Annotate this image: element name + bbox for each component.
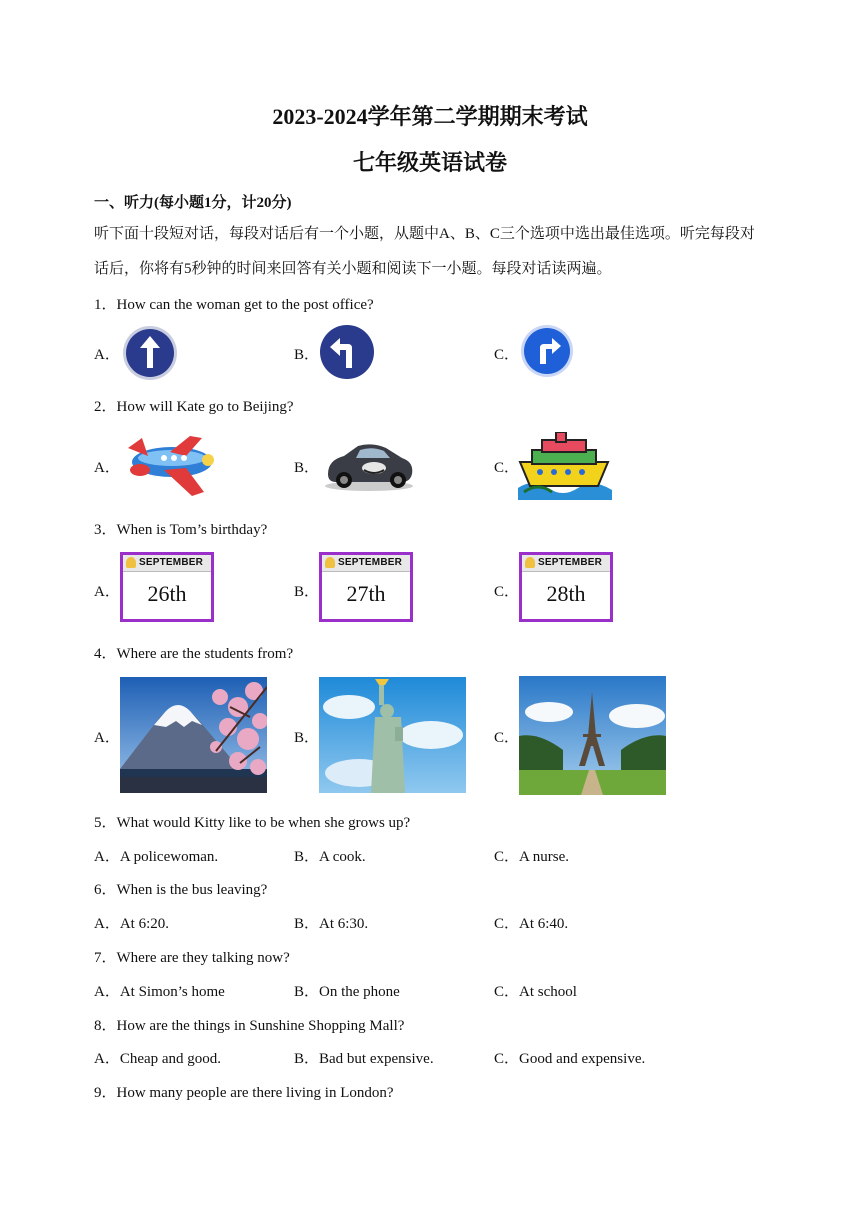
turn-left-sign-icon bbox=[318, 324, 376, 380]
option-b[interactable]: B．A cook. bbox=[294, 849, 366, 865]
flower-icon bbox=[525, 557, 535, 568]
option-a[interactable]: A．A policewoman. bbox=[94, 849, 219, 865]
question-text: How will Kate go to Beijing? bbox=[116, 399, 294, 415]
turn-right-sign-icon bbox=[520, 324, 576, 380]
question-number: 5． bbox=[94, 815, 117, 831]
instructions-line-2: 话后，你将有5秒钟的时间来回答有关小题和阅读下一小题。每段对话读两遍。 bbox=[94, 261, 612, 277]
option-b-label[interactable]: B． bbox=[294, 460, 320, 476]
option-c[interactable]: C．A nurse. bbox=[494, 849, 570, 865]
question-number: 6． bbox=[94, 882, 117, 898]
option-a[interactable]: A．At Simon’s home bbox=[94, 984, 225, 1000]
eiffel-tower-photo bbox=[519, 676, 666, 795]
question-number: 3． bbox=[94, 522, 117, 538]
question-text: How can the woman get to the post office? bbox=[116, 297, 374, 313]
option-b[interactable]: B．On the phone bbox=[294, 984, 400, 1000]
instructions-line-1: 听下面十段短对话，每段对话后有一个小题，从题中A、B、C三个选项中选出最佳选项。听完每段对 bbox=[94, 226, 755, 242]
option-a[interactable]: A．At 6:20. bbox=[94, 916, 170, 932]
calendar-month: SEPTEMBER bbox=[322, 555, 410, 572]
question-9 bbox=[94, 1081, 394, 1102]
calendar-month: SEPTEMBER bbox=[522, 555, 610, 572]
option-b-label[interactable]: B． bbox=[294, 347, 320, 363]
question-1 bbox=[94, 293, 374, 314]
option-a[interactable]: A．Cheap and good. bbox=[94, 1051, 222, 1067]
option-b[interactable]: B．Bad but expensive. bbox=[294, 1051, 434, 1067]
option-a-label[interactable]: A． bbox=[94, 584, 120, 600]
question-text: Where are the students from? bbox=[116, 646, 294, 662]
question-number: 4． bbox=[94, 646, 117, 662]
question-number: 7． bbox=[94, 950, 117, 966]
exam-subtitle: 七年级英语试卷 bbox=[352, 150, 507, 175]
flower-icon bbox=[325, 557, 335, 568]
question-5 bbox=[94, 811, 410, 832]
question-text: What would Kitty like to be when she grows up? bbox=[116, 815, 411, 831]
option-b[interactable]: B．At 6:30. bbox=[294, 916, 369, 932]
calendar-day: 26th bbox=[147, 581, 187, 606]
option-c-label[interactable]: C． bbox=[494, 584, 520, 600]
calendar-day: 28th bbox=[546, 581, 586, 606]
question-4 bbox=[94, 642, 293, 663]
ship-icon bbox=[518, 432, 612, 500]
option-a-label[interactable]: A． bbox=[94, 460, 120, 476]
question-number: 9． bbox=[94, 1085, 117, 1101]
question-6 bbox=[94, 878, 267, 899]
statue-of-liberty-photo bbox=[319, 677, 466, 793]
option-a-label[interactable]: A． bbox=[94, 730, 120, 746]
question-8 bbox=[94, 1014, 404, 1035]
question-text: Where are they talking now? bbox=[116, 950, 290, 966]
section-heading: 一、听力(每小题1分，计20分) bbox=[94, 195, 292, 211]
option-b-label[interactable]: B． bbox=[294, 730, 320, 746]
question-text: How many people are there living in London? bbox=[116, 1085, 394, 1101]
instructions bbox=[94, 217, 774, 287]
car-icon bbox=[322, 438, 416, 492]
option-a-label[interactable]: A． bbox=[94, 347, 120, 363]
question-number: 2． bbox=[94, 399, 117, 415]
question-7 bbox=[94, 946, 290, 967]
calendar-27th bbox=[319, 552, 413, 622]
flower-icon bbox=[126, 557, 136, 568]
question-2 bbox=[94, 395, 294, 416]
exam-title: 2023-2024学年第二学期期末考试 bbox=[272, 104, 588, 129]
option-c-label[interactable]: C． bbox=[494, 460, 520, 476]
calendar-26th bbox=[120, 552, 214, 622]
option-b-label[interactable]: B． bbox=[294, 584, 320, 600]
question-number: 8． bbox=[94, 1018, 117, 1034]
option-c[interactable]: C．Good and expensive. bbox=[494, 1051, 646, 1067]
calendar-28th bbox=[519, 552, 613, 622]
option-c-label[interactable]: C． bbox=[494, 730, 520, 746]
question-text: How are the things in Sunshine Shopping Mall? bbox=[116, 1018, 405, 1034]
question-number: 1． bbox=[94, 297, 117, 313]
mount-fuji-photo bbox=[120, 677, 267, 793]
calendar-month: SEPTEMBER bbox=[123, 555, 211, 572]
calendar-day: 27th bbox=[346, 581, 386, 606]
option-c[interactable]: C．At school bbox=[494, 984, 577, 1000]
question-text: When is the bus leaving? bbox=[116, 882, 268, 898]
arrow-up-sign-icon bbox=[120, 324, 180, 382]
option-c-label[interactable]: C． bbox=[494, 347, 520, 363]
option-c[interactable]: C．At 6:40. bbox=[494, 916, 569, 932]
question-text: When is Tom’s birthday? bbox=[116, 522, 268, 538]
airplane-icon bbox=[120, 430, 226, 500]
question-3 bbox=[94, 518, 267, 539]
